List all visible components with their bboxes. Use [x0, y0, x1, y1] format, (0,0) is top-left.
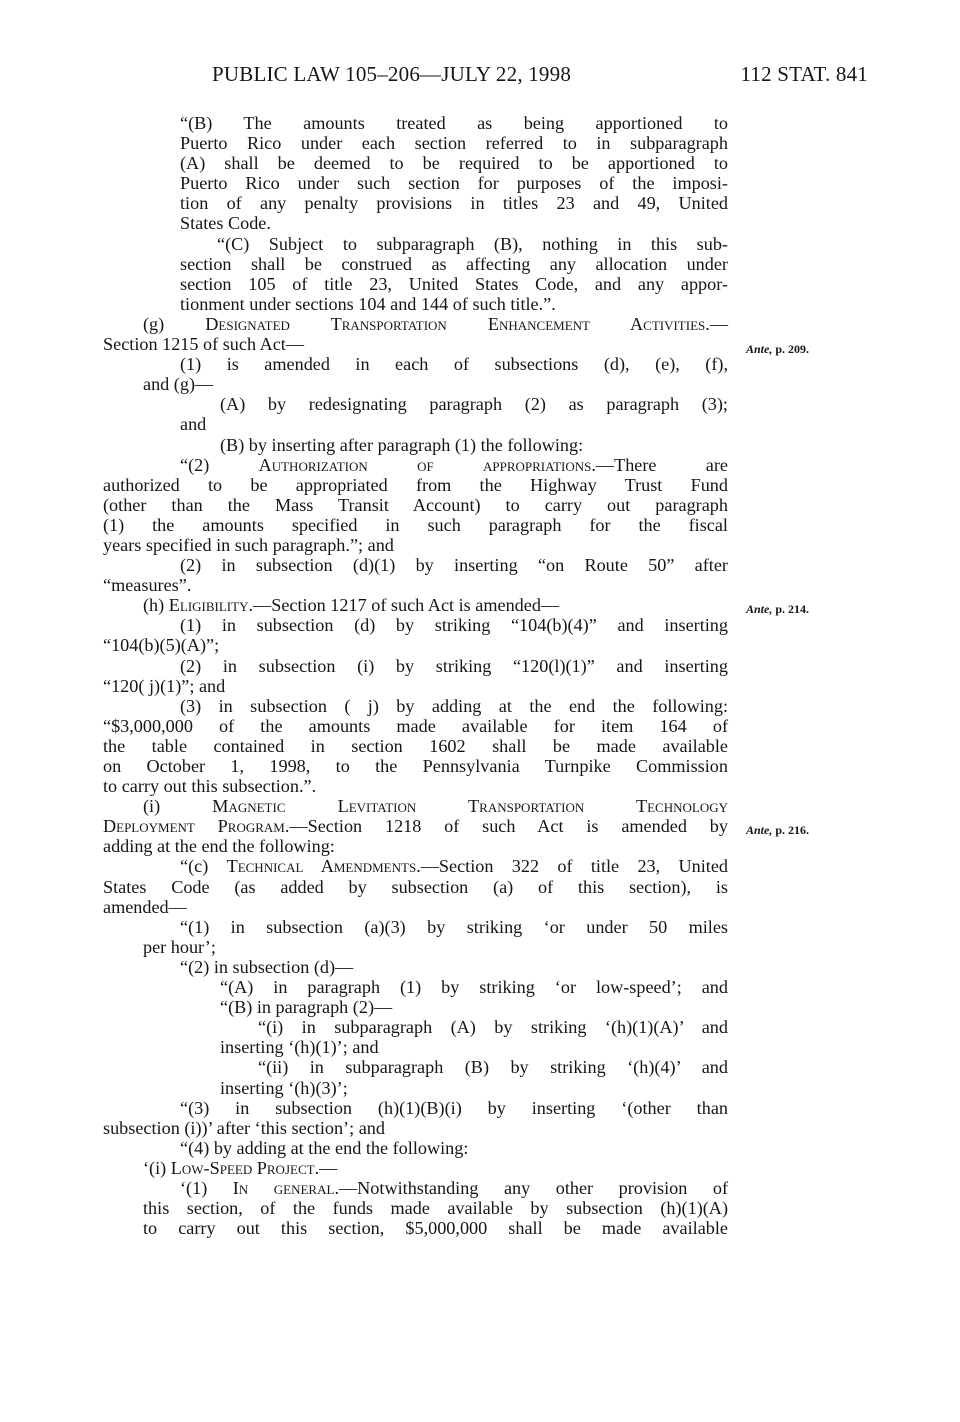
- margin-note-ante: Ante,: [746, 342, 773, 356]
- text-line: this section, of the funds made available by subsection (h)(1)(A): [143, 1198, 728, 1219]
- text-line: section 105 of title 23, United States Code, and any appor-: [180, 273, 728, 294]
- margin-note-ante: Ante,: [746, 602, 773, 616]
- text-line: (B) by inserting after paragraph (1) the following:: [220, 434, 584, 455]
- paragraph-text: .—Notwithstanding any other provision of: [334, 1177, 729, 1198]
- text-line: (2) in subsection (d)(1) by inserting “on Route 50” after: [180, 555, 728, 576]
- text-line: the table contained in section 1602 shall be made available: [103, 735, 728, 756]
- text-line: and: [180, 414, 207, 435]
- text-line: (A) shall be deemed to be required to be apportioned to: [180, 153, 728, 174]
- margin-note-page: p. 214.: [775, 602, 810, 616]
- paragraph-label: ‘(i): [143, 1157, 171, 1178]
- paragraph-title: In general: [232, 1177, 335, 1198]
- paragraph-heading-authorization: [103, 455, 728, 475]
- text-line: States Code (as added by subsection (a) of this section), is: [103, 876, 728, 897]
- text-line: (2) in subsection (i) by striking “120(l)(1)” and inserting: [180, 655, 728, 676]
- text-line: Section 1215 of such Act—: [103, 334, 305, 355]
- text-line: (other than the Mass Transit Account) to carry out paragraph: [103, 494, 728, 515]
- subsection-label: (g): [143, 313, 206, 334]
- paragraph-title: Technical Amendments: [226, 856, 417, 877]
- text-line: section shall be construed as affecting any allocation under: [180, 253, 728, 274]
- subsection-title: Deployment Program: [103, 816, 285, 837]
- header-statute-page: 112 STAT. 841: [740, 62, 868, 86]
- subsection-text: .—Section 1217 of such Act is amended—: [248, 595, 560, 616]
- paragraph-title: Authorization of appropriations: [258, 454, 592, 475]
- text-line: per hour’;: [143, 936, 216, 957]
- paragraph-text: .—Section 322 of title 23, United: [416, 856, 728, 877]
- text-line: “measures”.: [103, 575, 192, 596]
- subsection-label: (h): [143, 595, 169, 616]
- subsection-dash: .—: [705, 313, 728, 334]
- margin-note-ante: Ante,: [746, 823, 773, 837]
- text-line: tionment under sections 104 and 144 of such title.”.: [180, 293, 556, 314]
- subsection-label: (i): [143, 796, 213, 817]
- subsection-heading-i-continued: [103, 816, 728, 836]
- text-line: “(3) in subsection (h)(1)(B)(i) by inserting ‘(other than: [180, 1097, 728, 1118]
- paragraph-title: Low-Speed Project: [170, 1157, 315, 1178]
- text-line: to carry out this section, $5,000,000 shall be made available: [143, 1218, 728, 1239]
- text-line: Puerto Rico under each section referred to in subparagraph: [180, 133, 728, 154]
- paragraph-label: ‘(1): [180, 1177, 233, 1198]
- text-line: (1) the amounts specified in such paragraph for the fiscal: [103, 514, 728, 535]
- text-line: States Code.: [180, 213, 271, 234]
- text-line: years specified in such paragraph.”; and: [103, 534, 394, 555]
- header-law-citation: PUBLIC LAW 105–206—JULY 22, 1998: [212, 62, 572, 86]
- text-line: “120( j)(1)”; and: [103, 675, 226, 696]
- text-line: “(C) Subject to subparagraph (B), nothing in this sub-: [217, 233, 728, 254]
- subsection-heading-h: [103, 595, 728, 615]
- text-line: “104(b)(5)(A)”;: [103, 635, 220, 656]
- subsection-heading-i: [103, 796, 728, 816]
- margin-note-ante-209: [746, 341, 809, 357]
- document-body: [103, 113, 728, 1238]
- text-line: “(i) in subparagraph (A) by striking ‘(h)(1)(A)’ and: [258, 1017, 728, 1038]
- text-line: (3) in subsection ( j) by adding at the end the following:: [180, 695, 728, 716]
- paragraph-label: “(2): [180, 454, 259, 475]
- paragraph-heading-in-general: [103, 1178, 728, 1198]
- text-line: “(B) The amounts treated as being apportioned to: [180, 113, 728, 133]
- text-line: (1) in subsection (d) by striking “104(b)(4)” and inserting: [180, 615, 728, 636]
- text-line: tion of any penalty provisions in titles 23 and 49, United: [180, 193, 728, 214]
- paragraph-heading-technical-amendments: [103, 856, 728, 876]
- text-line: “(A) in paragraph (1) by striking ‘or low-speed’; and: [220, 977, 728, 998]
- text-line: authorized to be appropriated from the Highway Trust Fund: [103, 474, 728, 495]
- subsection-title: Eligibility: [168, 595, 249, 616]
- margin-note-ante-214: [746, 601, 809, 617]
- text-line: amended—: [103, 896, 187, 917]
- text-line: inserting ‘(h)(3)’;: [220, 1077, 348, 1098]
- text-line: “(B) in paragraph (2)—: [220, 997, 393, 1018]
- subsection-heading-g: [103, 314, 728, 334]
- text-line: subsection (i))’ after ‘this section’; and: [103, 1117, 385, 1138]
- text-line: on October 1, 1998, to the Pennsylvania Turnpike Commission: [103, 756, 728, 776]
- text-line: “(4) by adding at the end the following:: [180, 1137, 469, 1158]
- paragraph-text: .—There are: [591, 454, 729, 475]
- margin-note-ante-216: [746, 822, 809, 838]
- subsection-text: .—Section 1218 of such Act is amended by: [284, 816, 728, 837]
- text-line: (A) by redesignating paragraph (2) as paragraph (3);: [220, 394, 728, 415]
- text-line: “(ii) in subparagraph (B) by striking ‘(h)(4)’ and: [258, 1057, 728, 1078]
- page-header: [212, 62, 868, 92]
- text-line: and (g)—: [143, 374, 214, 395]
- margin-note-page: p. 216.: [775, 823, 810, 837]
- paragraph-dash: .—: [314, 1157, 338, 1178]
- subsection-title: Magnetic Levitation Transportation Technology: [212, 796, 728, 817]
- text-line: to carry out this subsection.”.: [103, 776, 317, 797]
- text-line: inserting ‘(h)(1)’; and: [220, 1037, 379, 1058]
- text-line: (1) is amended in each of subsections (d), (e), (f),: [180, 354, 728, 375]
- paragraph-label: “(c): [180, 856, 227, 877]
- text-line: Puerto Rico under such section for purposes of the imposi-: [180, 173, 728, 194]
- paragraph-heading-low-speed: [103, 1158, 728, 1178]
- text-line: “$3,000,000 of the amounts made available for item 164 of: [103, 715, 728, 736]
- text-line: “(1) in subsection (a)(3) by striking ‘or under 50 miles: [180, 916, 728, 937]
- text-line: adding at the end the following:: [103, 836, 335, 857]
- margin-note-page: p. 209.: [775, 342, 810, 356]
- subsection-title: Designated Transportation Enhancement Activities: [205, 313, 706, 334]
- text-line: “(2) in subsection (d)—: [180, 956, 354, 977]
